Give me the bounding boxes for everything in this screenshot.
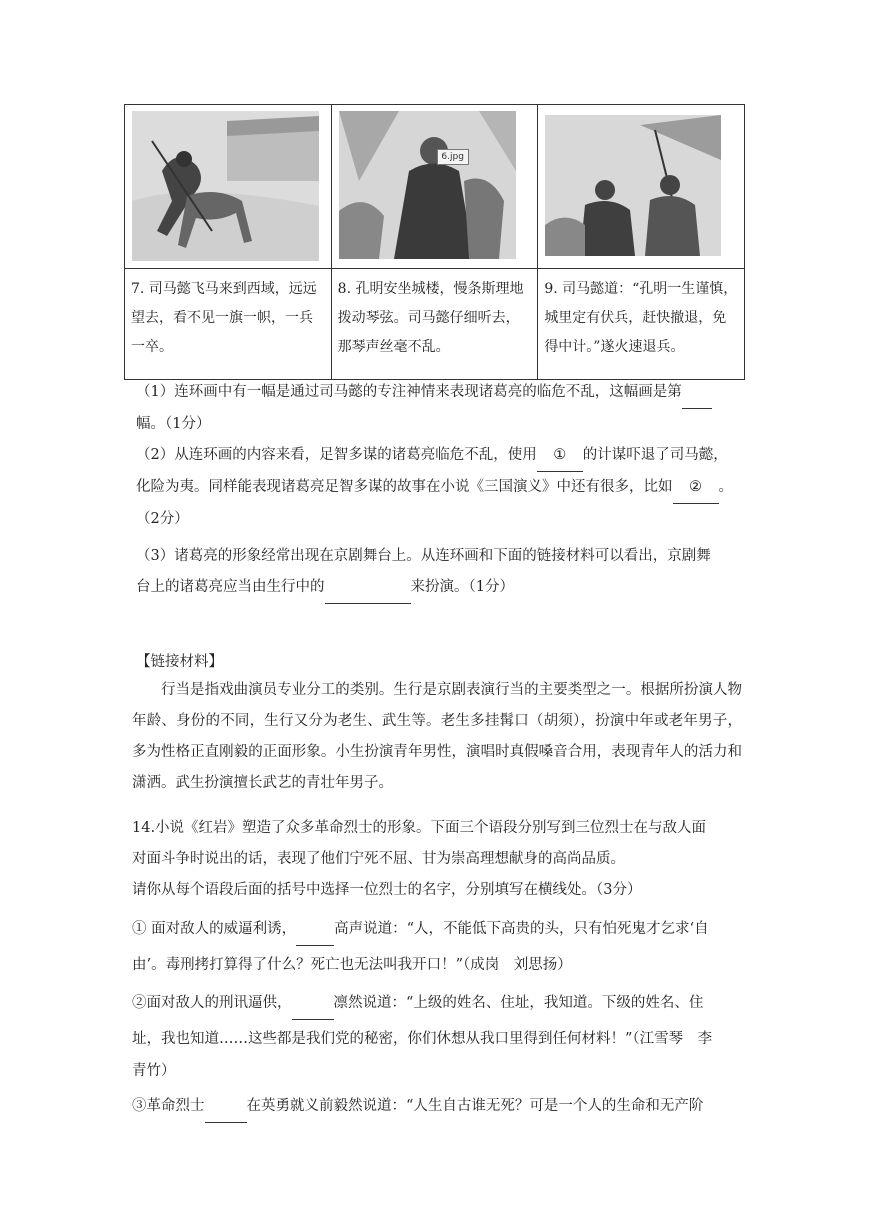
question-3 — [136, 541, 741, 604]
q14-item-1-text-a: ① 面对敌人的威逼利诱， — [132, 921, 297, 937]
question-1-text-end: 幅。（1分） — [136, 416, 211, 432]
comic-panel-7-caption: 7. 司马懿飞马来到西域，远远望去，看不见一旗一帜，一兵一卒。 — [125, 269, 332, 380]
question-2-score: （2分） — [136, 511, 189, 527]
question-3-text-b: 台上的诸葛亮应当由生行中的 — [136, 579, 325, 595]
q14-item-2-blank[interactable] — [292, 988, 334, 1020]
question-3-blank[interactable] — [325, 572, 411, 604]
comic-panel-9-image — [545, 115, 721, 256]
question-2-text-c: 化险为夷。同样能表现诸葛亮足智多谋的故事在小说《三国演义》中还有很多，比如 — [136, 479, 673, 495]
question-2-text-d: 。 — [718, 479, 733, 495]
q14-item-1-blank[interactable] — [296, 914, 334, 946]
q14-item-1 — [132, 914, 744, 946]
question-3-text-c: 来扮演。（1分） — [410, 579, 514, 595]
question-2-text-b: 的计谋吓退了司马懿， — [582, 447, 728, 463]
question-1-text: （1）连环画中有一幅是通过司马懿的专注神情来表现诸葛亮的临危不乱，这幅画是第 — [136, 384, 682, 400]
q14-instructions: 请你从每个语段后面的括号中选择一位烈士的名字，分别填写在横线处。（3分） — [132, 882, 642, 898]
q14-item-3-text-a: ③革命烈士 — [132, 1098, 205, 1114]
q14-item-1-text-b: 高声说道：“人，不能低下高贵的头，只有怕死鬼才乞求‘自 — [334, 921, 709, 937]
question-1-blank[interactable] — [682, 377, 712, 409]
comic-panel-8-caption: 8. 孔明安坐城楼，慢条斯理地拨动琴弦。司马懿仔细听去，那琴声丝毫不乱。 — [331, 269, 538, 380]
question-2 — [136, 440, 741, 535]
comic-panel-8-image — [339, 111, 516, 259]
link-material-body: 行当是指戏曲演员专业分工的类别。生行是京剧表演行当的主要类型之一。根据所扮演人物年龄、身份的不同，生行又分为老生、武生等。老生多挂髯口（胡须），扮演中年或老年男子，多为性格正直刚毅的正面形象。小生扮演青年男性，演唱时真假嗓音合用，表现青年人的活力和潇洒。武生扮演擅长武艺的青壮年男子。 — [132, 682, 742, 791]
comic-panel-7-image-cell — [125, 105, 332, 269]
q14-item-2-cont: 址，我也知道……这些都是我们党的秘密，你们休想从我口里得到任何材料！”（江雪琴 李 — [132, 1031, 713, 1047]
q14-item-2-text-b: 凛然说道：“上级的姓名、住址，我知道。下级的姓名、住 — [333, 995, 704, 1011]
q14-item-3-text-b: 在英勇就义前毅然说道：“人生自古谁无死？可是一个人的生命和无产阶 — [246, 1098, 704, 1114]
q14-item-2-text-a: ②面对敌人的刑讯逼供， — [132, 995, 292, 1011]
image-file-tag: 6.jpg — [437, 149, 469, 165]
comic-panel-9-image-cell — [538, 105, 745, 269]
q14-item-3 — [132, 1091, 744, 1123]
q14-item-2-cont-2: 青竹） — [132, 1063, 176, 1079]
question-3-text: （3）诸葛亮的形象经常出现在京剧舞台上。从连环画和下面的链接材料可以看出，京剧舞 — [136, 548, 711, 564]
comic-panel-8-image-cell — [331, 105, 538, 269]
q14-item-2 — [132, 988, 744, 1020]
q14-item-3-blank[interactable] — [205, 1091, 247, 1123]
question-2-blank-2[interactable]: ② — [673, 472, 719, 504]
question-2-text: （2）从连环画的内容来看，足智多谋的诸葛亮临危不乱，使用 — [136, 447, 537, 463]
q14-intro-line-2: 对面斗争时说出的话，表现了他们宁死不屈、甘为崇高理想献身的高尚品质。 — [132, 851, 625, 867]
question-1 — [136, 377, 741, 440]
comic-strip-table — [124, 104, 745, 380]
link-material-heading: 【链接材料】 — [136, 654, 223, 670]
comic-panel-9-caption: 9. 司马懿道：“孔明一生谨慎，城里定有伏兵，赶快撤退，免得中计。”遂火速退兵。 — [538, 269, 745, 380]
comic-panel-7-image — [132, 111, 319, 261]
q14-item-1-cont: 由’。毒刑拷打算得了什么？死亡也无法叫我开口！”（成岗 刘思扬） — [132, 957, 572, 973]
q14-intro-line-1: 14.小说《红岩》塑造了众多革命烈士的形象。下面三个语段分别写到三位烈士在与敌人面 — [132, 820, 707, 836]
question-2-blank-1[interactable]: ① — [537, 440, 583, 472]
